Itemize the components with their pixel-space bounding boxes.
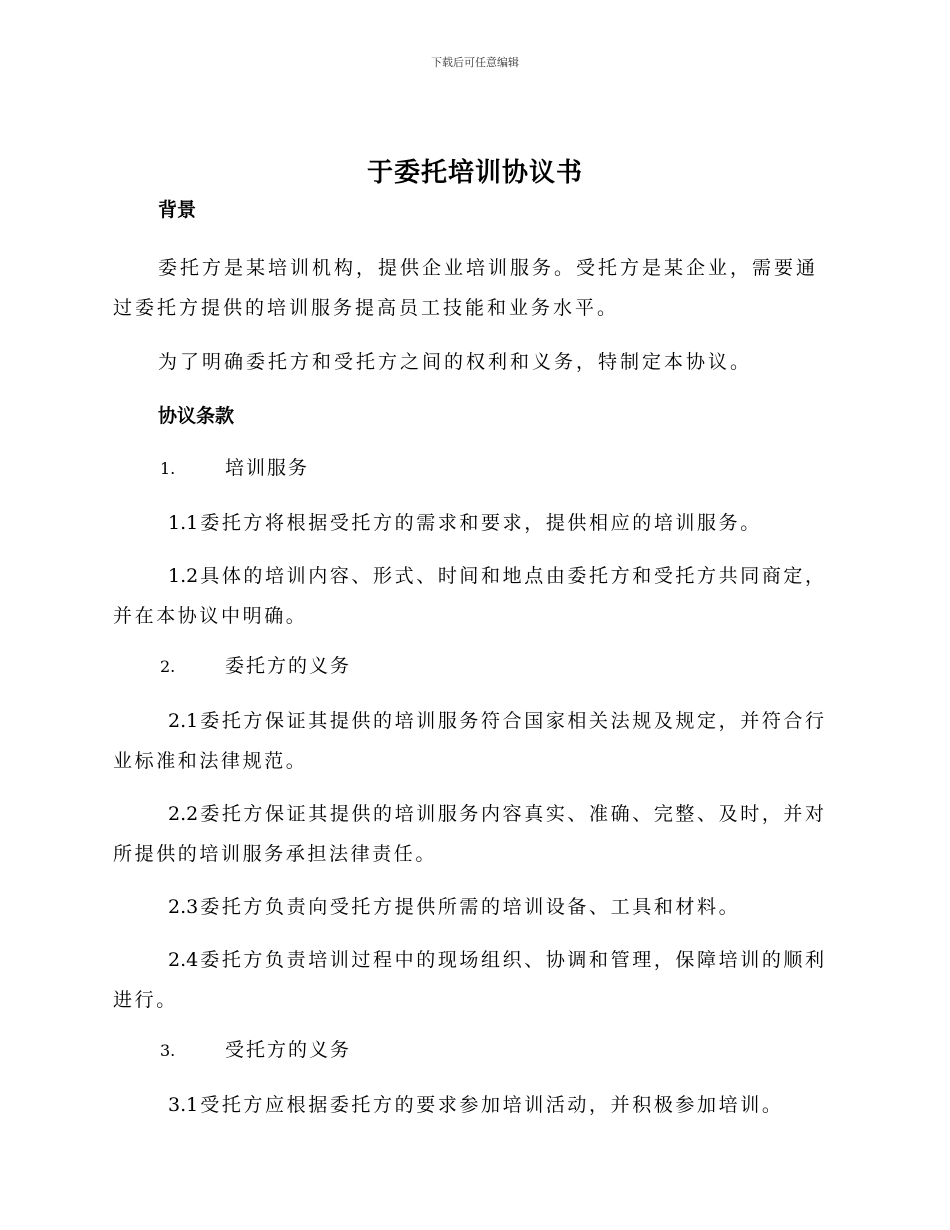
clause-code: 2.3 (168, 896, 199, 918)
clause-1-2 (113, 556, 831, 636)
header-note: 下载后可任意编辑 (431, 56, 519, 69)
section-3-heading (160, 1036, 831, 1065)
clause-3-1 (113, 1085, 831, 1125)
clause-text: 委托方保证其提供的培训服务内容真实、准确、完整、及时，并对所提供的培训服务承担法律责任。 (113, 803, 827, 865)
clause-text: 委托方保证其提供的培训服务符合国家相关法规及规定，并符合行业标准和法律规范。 (113, 710, 827, 772)
background-paragraph-1: 委托方是某培训机构，提供企业培训服务。受托方是某企业，需要通过委托方提供的培训服务提高员工技能和业务水平。 (113, 257, 819, 319)
clause-text: 委托方负责培训过程中的现场组织、协调和管理，保障培训的顺利进行。 (113, 949, 827, 1011)
section-number: 1. (160, 459, 176, 478)
document-title: 于委托培训协议书 (366, 158, 583, 188)
clause-code: 1.1 (168, 512, 199, 534)
clause-text: 受托方应根据委托方的要求参加培训活动，并积极参加培训。 (200, 1094, 784, 1116)
clause-2-4 (113, 940, 831, 1020)
section-title: 培训服务 (225, 457, 310, 479)
clause-text: 委托方负责向受托方提供所需的培训设备、工具和材料。 (200, 896, 741, 918)
clause-text: 委托方将根据受托方的需求和要求，提供相应的培训服务。 (200, 512, 762, 534)
clause-text: 具体的培训内容、形式、时间和地点由委托方和受托方共同商定，并在本协议中明确。 (113, 565, 827, 627)
document-body (113, 196, 831, 1125)
clause-code: 3.1 (168, 1094, 199, 1116)
clause-2-2 (113, 794, 831, 874)
terms-heading: 协议条款 (158, 405, 235, 427)
section-1-heading (160, 454, 831, 483)
clause-code: 2.1 (168, 710, 199, 732)
clause-code: 1.2 (168, 565, 199, 587)
clause-code: 2.2 (168, 803, 199, 825)
clause-2-3 (113, 887, 831, 927)
background-heading: 背景 (158, 199, 197, 221)
clause-2-1 (113, 701, 831, 781)
section-title: 委托方的义务 (225, 655, 352, 677)
clause-1-1 (113, 503, 831, 543)
section-number: 3. (160, 1041, 176, 1060)
clause-code: 2.4 (168, 949, 199, 971)
section-2-heading (160, 652, 831, 681)
background-paragraph-2: 为了明确委托方和受托方之间的权利和义务，特制定本协议。 (158, 351, 753, 373)
section-title: 受托方的义务 (225, 1039, 352, 1061)
section-number: 2. (160, 657, 176, 676)
